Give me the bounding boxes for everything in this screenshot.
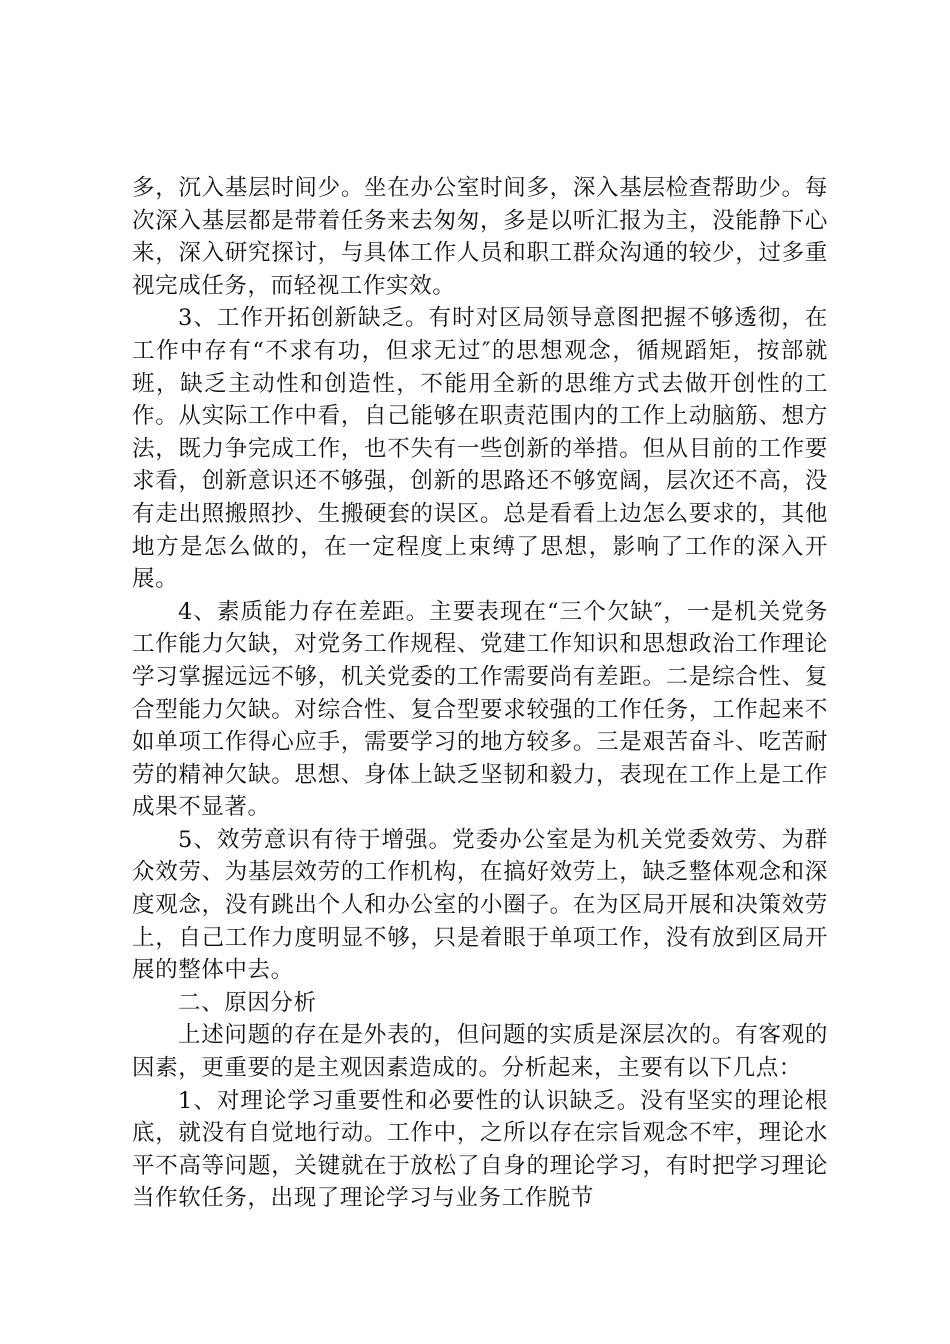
paragraph-continuation: 多，沉入基层时间少。坐在办公室时间多，深入基层检查帮助少。每次深入基层都是带着任务来去匆匆，多是以听汇报为主，没能静下心来，深入研究探讨，与具体工作人员和职工群众沟通的较少，过多重视完成任务，而轻视工作实效。 bbox=[132, 175, 828, 299]
paragraph-analysis-intro: 上述问题的存在是外表的，但问题的实质是深层次的。有客观的因素，更重要的是主观因素造成的。分析起来，主要有以下几点： bbox=[132, 1022, 828, 1082]
paragraph-item-4-ability-gap: 4、素质能力存在差距。主要表现在“三个欠缺″，一是机关党务工作能力欠缺，对党务工作规程、党建工作知识和思想政治工作理论学习掌握远远不够，机关党委的工作需要尚有差距。二是综合性、复合型能力欠缺。对综合性、复合型要求较强的工作任务，工作起来不如单项工作得心应手，需要学习的地方较多。三是艰苦奋斗、吃苦耐劳的精神欠缺。思想、身体上缺乏坚韧和毅力，表现在工作上是工作成果不显著。 bbox=[132, 598, 828, 821]
paragraph-cause-1-theory-study: 1、对理论学习重要性和必要性的认识缺乏。没有坚实的理论根底，就没有自觉地行动。工作中，之所以存在宗旨观念不牢，理论水平不高等问题，关键就在于放松了自身的理论学习，有时把学习理论当作软任务，出现了理论学习与业务工作脱节 bbox=[132, 1087, 828, 1212]
section-heading-cause-analysis: 二、原因分析 bbox=[178, 989, 317, 1016]
document-body bbox=[132, 172, 828, 1215]
paragraph-item-3-innovation: 3、工作开拓创新缺乏。有时对区局领导意图把握不够透彻，在工作中存有“不求有功，但求无过″的思想观念，循规蹈矩，按部就班，缺乏主动性和创造性，不能用全新的思维方式去做开创性的工作。从实际工作中看，自己能够在职责范围内的工作上动脑筋、想方法，既力争完成工作，也不失有一些创新的举措。但从目前的工作要求看，创新意识还不够强，创新的思路还不够宽阔，层次还不高，没有走出照搬照抄、生搬硬套的误区。总是看看上边怎么要求的，其他地方是怎么做的，在一定程度上束缚了思想，影响了工作的深入开展。 bbox=[132, 305, 828, 593]
paragraph-item-5-service-awareness: 5、效劳意识有待于增强。党委办公室是为机关党委效劳、为群众效劳、为基层效劳的工作机构，在搞好效劳上，缺乏整体观念和深度观念，没有跳出个人和办公室的小圈子。在为区局开展和决策效劳上，自己工作力度明显不够，只是着眼于单项工作，没有放到区局开展的整体中去。 bbox=[132, 826, 828, 984]
